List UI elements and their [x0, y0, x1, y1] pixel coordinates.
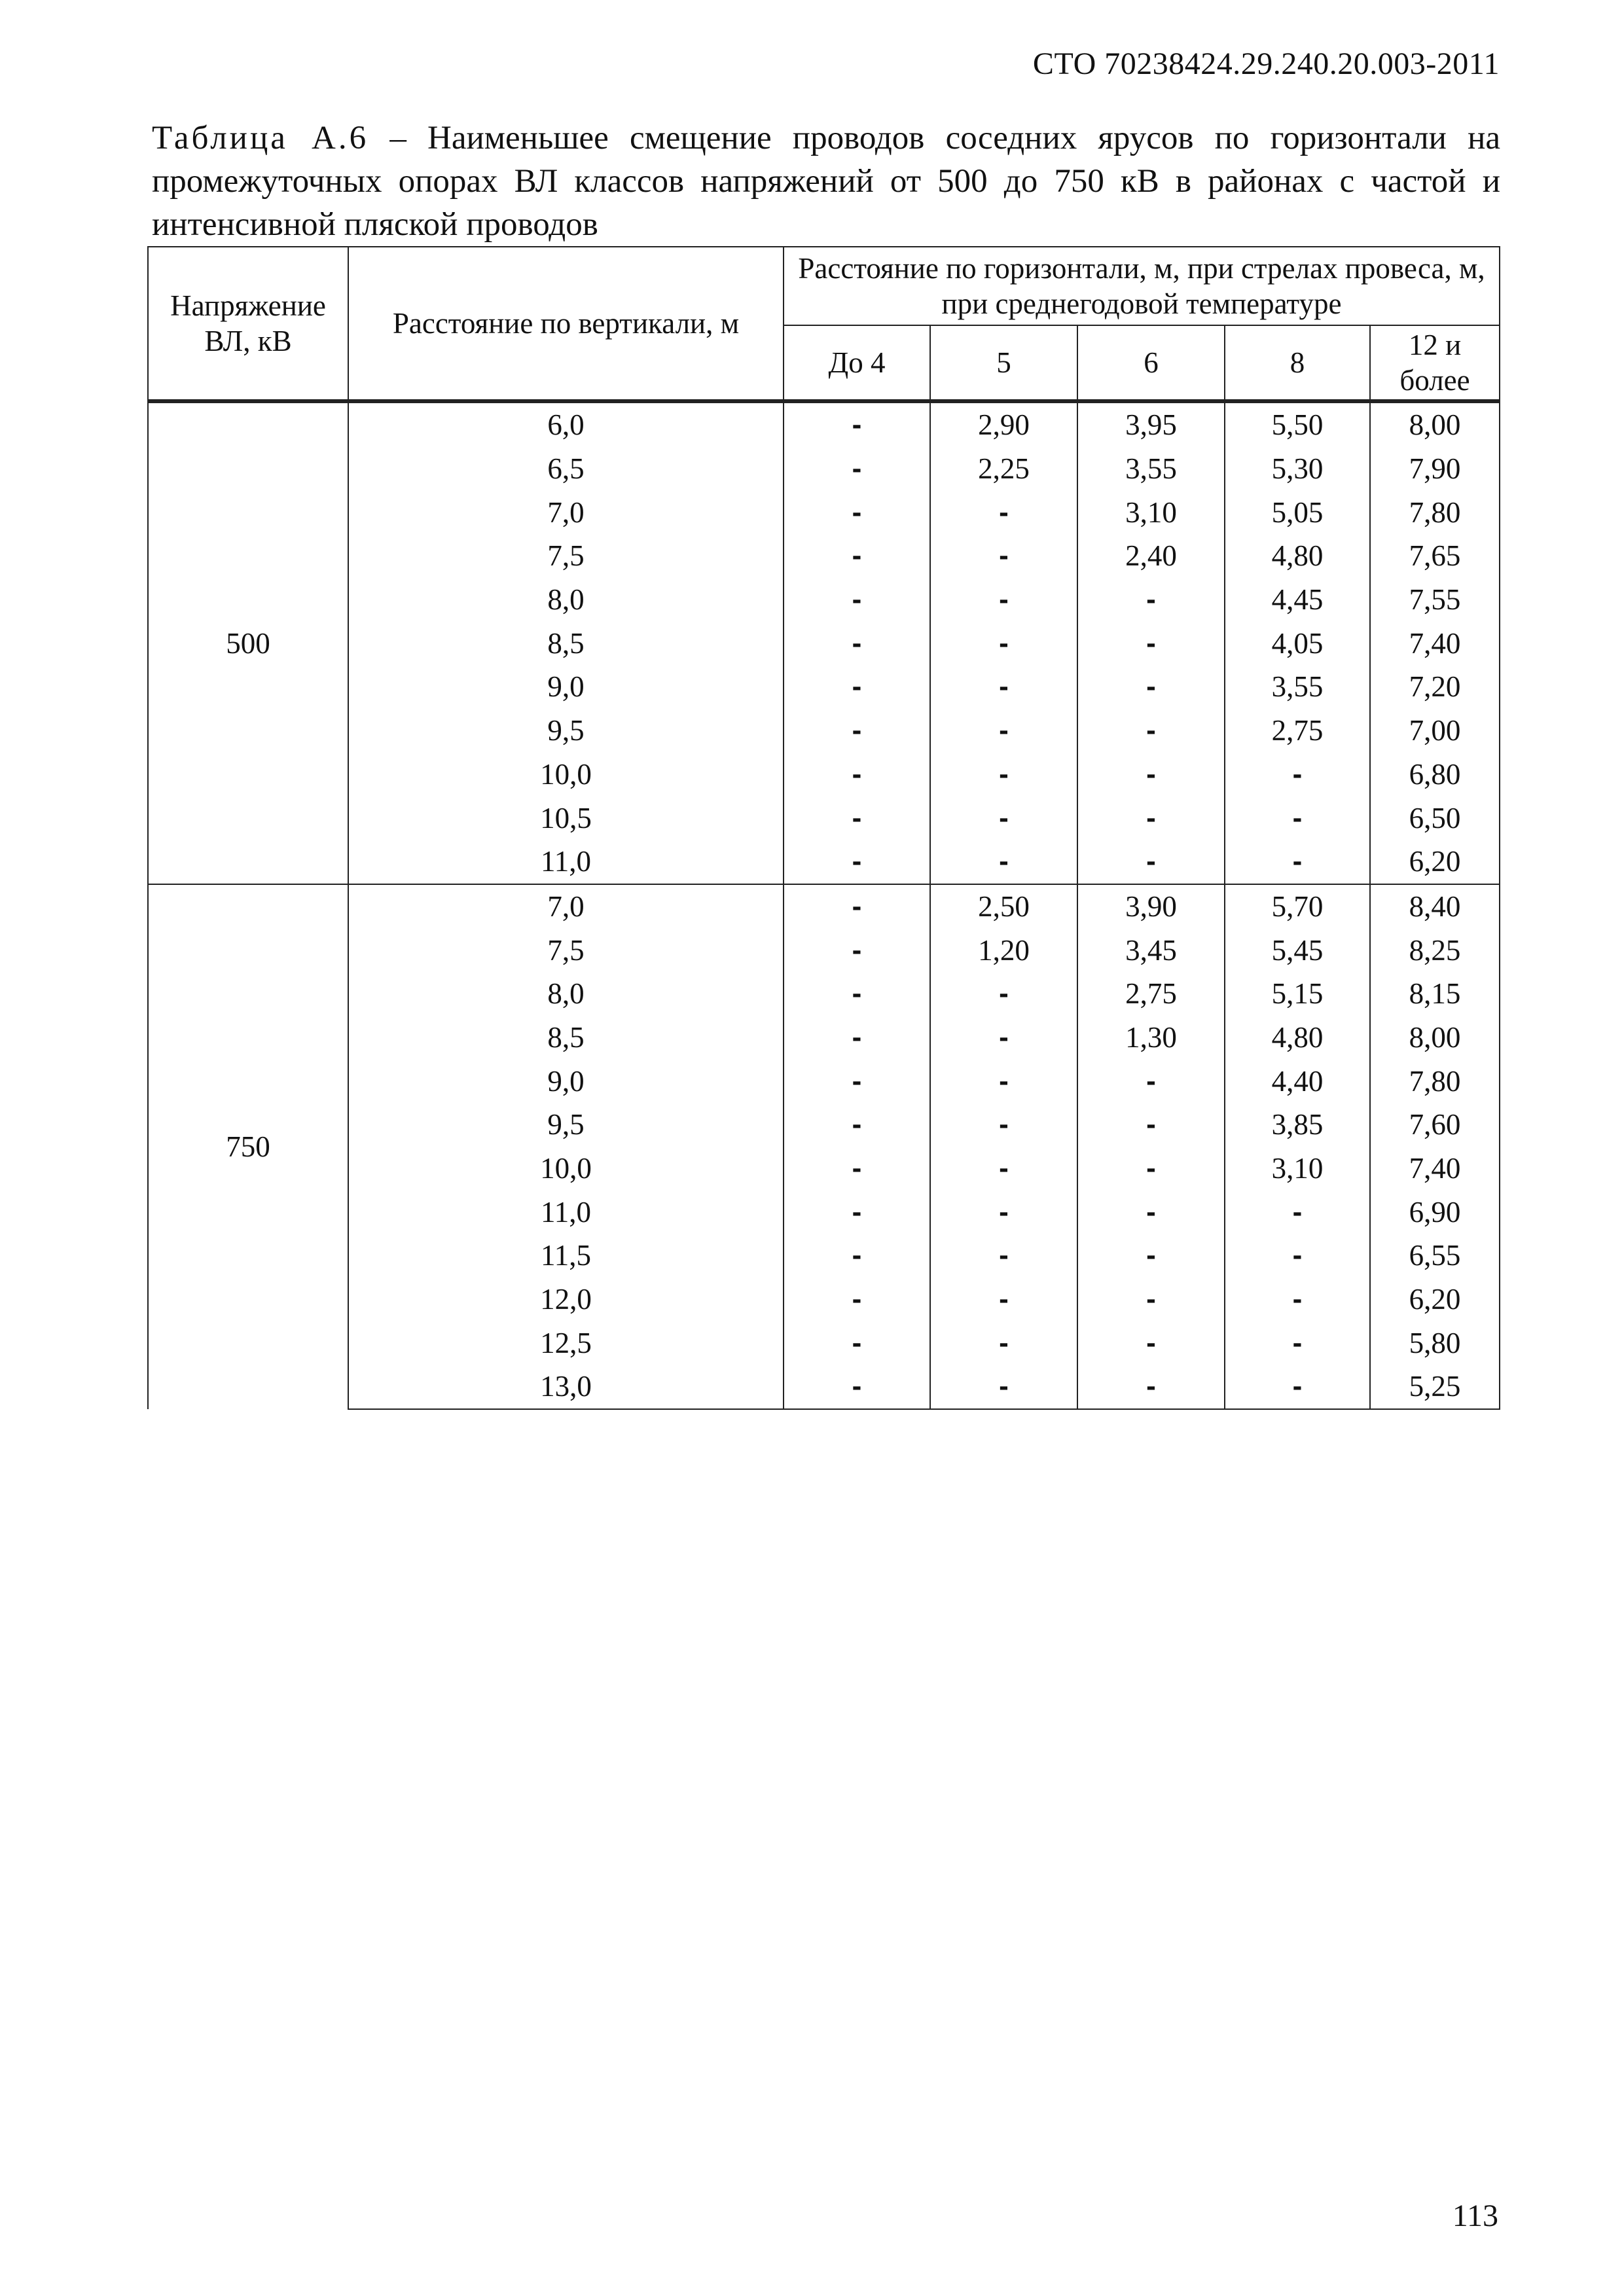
header-sag-col: 8	[1225, 325, 1370, 401]
horizontal-distance-cell: 7,55	[1370, 578, 1500, 622]
table-row	[148, 490, 1500, 534]
horizontal-distance-cell: -	[1077, 1278, 1225, 1321]
horizontal-distance-cell: 2,50	[930, 884, 1077, 929]
horizontal-distance-cell: -	[930, 534, 1077, 578]
horizontal-distance-cell: -	[930, 1278, 1077, 1321]
header-sag-col: 12 и более	[1370, 325, 1500, 401]
horizontal-distance-cell: -	[784, 447, 930, 491]
vertical-distance-cell: 7,0	[348, 884, 784, 929]
horizontal-distance-cell: -	[1225, 1234, 1370, 1278]
horizontal-distance-cell: 5,30	[1225, 447, 1370, 491]
horizontal-distance-cell: -	[1077, 753, 1225, 797]
horizontal-distance-cell: -	[1225, 1321, 1370, 1365]
horizontal-distance-cell: 3,55	[1225, 665, 1370, 709]
table-row	[148, 884, 1500, 929]
table-row	[148, 1016, 1500, 1060]
document-code: СТО 70238424.29.240.20.003-2011	[1032, 46, 1500, 81]
horizontal-distance-cell: 7,20	[1370, 665, 1500, 709]
vertical-distance-cell: 9,5	[348, 709, 784, 753]
table-row	[148, 665, 1500, 709]
wire-offset-table	[147, 246, 1500, 1410]
horizontal-distance-cell: -	[1077, 840, 1225, 884]
horizontal-distance-cell: 4,05	[1225, 621, 1370, 665]
header-vertical-distance: Расстояние по вертикали, м	[348, 247, 784, 401]
horizontal-distance-cell: -	[1077, 1103, 1225, 1147]
vertical-distance-cell: 11,0	[348, 840, 784, 884]
vertical-distance-cell: 8,5	[348, 621, 784, 665]
header-sag-col: 6	[1077, 325, 1225, 401]
header-horizontal-distance: Расстояние по горизонтали, м, при стрелах провеса, м, при среднегодовой температуре	[784, 247, 1500, 325]
horizontal-distance-cell: -	[784, 753, 930, 797]
horizontal-distance-cell: 8,15	[1370, 972, 1500, 1016]
horizontal-distance-cell: 6,55	[1370, 1234, 1500, 1278]
horizontal-distance-cell: 5,05	[1225, 490, 1370, 534]
table-row	[148, 447, 1500, 491]
horizontal-distance-cell: -	[930, 1321, 1077, 1365]
horizontal-distance-cell: -	[784, 1321, 930, 1365]
table-row	[148, 578, 1500, 622]
vertical-distance-cell: 9,0	[348, 665, 784, 709]
header-voltage: Напряжение ВЛ, кВ	[148, 247, 348, 401]
horizontal-distance-cell: 3,85	[1225, 1103, 1370, 1147]
horizontal-distance-cell: 5,45	[1225, 928, 1370, 972]
horizontal-distance-cell: -	[784, 928, 930, 972]
horizontal-distance-cell: -	[784, 840, 930, 884]
voltage-cell: 500	[148, 401, 348, 884]
horizontal-distance-cell: -	[1077, 1190, 1225, 1234]
horizontal-distance-cell: -	[930, 1190, 1077, 1234]
voltage-cell: 750	[148, 884, 348, 1409]
horizontal-distance-cell: -	[930, 1059, 1077, 1103]
horizontal-distance-cell: 2,25	[930, 447, 1077, 491]
horizontal-distance-cell: 8,00	[1370, 401, 1500, 447]
horizontal-distance-cell: -	[1225, 1190, 1370, 1234]
vertical-distance-cell: 9,5	[348, 1103, 784, 1147]
table-row	[148, 534, 1500, 578]
vertical-distance-cell: 8,0	[348, 972, 784, 1016]
vertical-distance-cell: 6,0	[348, 401, 784, 447]
horizontal-distance-cell: -	[784, 1190, 930, 1234]
table-row	[148, 1234, 1500, 1278]
horizontal-distance-cell: 7,40	[1370, 1147, 1500, 1191]
horizontal-distance-cell: -	[784, 578, 930, 622]
table-group-500	[148, 401, 1500, 884]
horizontal-distance-cell: 5,80	[1370, 1321, 1500, 1365]
table-row	[148, 796, 1500, 840]
table-row	[148, 401, 1500, 447]
vertical-distance-cell: 6,5	[348, 447, 784, 491]
horizontal-distance-cell: -	[1077, 665, 1225, 709]
horizontal-distance-cell: 6,50	[1370, 796, 1500, 840]
horizontal-distance-cell: -	[1077, 1059, 1225, 1103]
horizontal-distance-cell: -	[784, 1016, 930, 1060]
horizontal-distance-cell: 3,55	[1077, 447, 1225, 491]
vertical-distance-cell: 7,5	[348, 928, 784, 972]
vertical-distance-cell: 11,0	[348, 1190, 784, 1234]
horizontal-distance-cell: -	[784, 1365, 930, 1409]
horizontal-distance-cell: 1,20	[930, 928, 1077, 972]
table-caption	[152, 117, 1500, 246]
table-row	[148, 709, 1500, 753]
horizontal-distance-cell: -	[930, 753, 1077, 797]
horizontal-distance-cell: -	[930, 840, 1077, 884]
horizontal-distance-cell: -	[784, 884, 930, 929]
header-sag-col: До 4	[784, 325, 930, 401]
horizontal-distance-cell: -	[1077, 1147, 1225, 1191]
horizontal-distance-cell: -	[1077, 1321, 1225, 1365]
horizontal-distance-cell: 3,10	[1225, 1147, 1370, 1191]
table-header	[148, 247, 1500, 401]
horizontal-distance-cell: -	[930, 1147, 1077, 1191]
horizontal-distance-cell: 2,75	[1077, 972, 1225, 1016]
horizontal-distance-cell: -	[930, 621, 1077, 665]
table-row	[148, 1321, 1500, 1365]
table-row	[148, 621, 1500, 665]
vertical-distance-cell: 7,0	[348, 490, 784, 534]
horizontal-distance-cell: 5,25	[1370, 1365, 1500, 1409]
horizontal-distance-cell: 5,15	[1225, 972, 1370, 1016]
table-group-750	[148, 884, 1500, 1409]
horizontal-distance-cell: -	[930, 1365, 1077, 1409]
table-row	[148, 928, 1500, 972]
table-row	[148, 1147, 1500, 1191]
horizontal-distance-cell: -	[1077, 796, 1225, 840]
horizontal-distance-cell: 6,20	[1370, 1278, 1500, 1321]
horizontal-distance-cell: 7,00	[1370, 709, 1500, 753]
horizontal-distance-cell: 4,45	[1225, 578, 1370, 622]
table-row	[148, 1059, 1500, 1103]
horizontal-distance-cell: 3,90	[1077, 884, 1225, 929]
horizontal-distance-cell: -	[784, 972, 930, 1016]
horizontal-distance-cell: 3,10	[1077, 490, 1225, 534]
vertical-distance-cell: 10,5	[348, 796, 784, 840]
horizontal-distance-cell: -	[930, 796, 1077, 840]
horizontal-distance-cell: 7,90	[1370, 447, 1500, 491]
horizontal-distance-cell: -	[930, 490, 1077, 534]
horizontal-distance-cell: -	[784, 709, 930, 753]
vertical-distance-cell: 8,0	[348, 578, 784, 622]
horizontal-distance-cell: -	[930, 665, 1077, 709]
vertical-distance-cell: 10,0	[348, 753, 784, 797]
horizontal-distance-cell: -	[784, 621, 930, 665]
horizontal-distance-cell: -	[784, 534, 930, 578]
horizontal-distance-cell: -	[784, 1103, 930, 1147]
horizontal-distance-cell: -	[1225, 840, 1370, 884]
horizontal-distance-cell: -	[930, 709, 1077, 753]
horizontal-distance-cell: -	[1225, 753, 1370, 797]
vertical-distance-cell: 10,0	[348, 1147, 784, 1191]
table-row	[148, 972, 1500, 1016]
horizontal-distance-cell: 7,80	[1370, 490, 1500, 534]
vertical-distance-cell: 12,0	[348, 1278, 784, 1321]
horizontal-distance-cell: 8,40	[1370, 884, 1500, 929]
horizontal-distance-cell: -	[1225, 796, 1370, 840]
horizontal-distance-cell: 3,45	[1077, 928, 1225, 972]
horizontal-distance-cell: -	[1077, 578, 1225, 622]
horizontal-distance-cell: -	[784, 1234, 930, 1278]
horizontal-distance-cell: -	[784, 1278, 930, 1321]
horizontal-distance-cell: 4,40	[1225, 1059, 1370, 1103]
horizontal-distance-cell: 2,75	[1225, 709, 1370, 753]
table-row	[148, 1278, 1500, 1321]
horizontal-distance-cell: 6,80	[1370, 753, 1500, 797]
table-caption-label: Таблица А.6	[152, 120, 369, 156]
horizontal-distance-cell: -	[930, 1016, 1077, 1060]
horizontal-distance-cell: -	[1077, 621, 1225, 665]
table-row	[148, 1190, 1500, 1234]
horizontal-distance-cell: 8,00	[1370, 1016, 1500, 1060]
vertical-distance-cell: 7,5	[348, 534, 784, 578]
table-row	[148, 1103, 1500, 1147]
vertical-distance-cell: 11,5	[348, 1234, 784, 1278]
horizontal-distance-cell: -	[784, 665, 930, 709]
horizontal-distance-cell: 2,40	[1077, 534, 1225, 578]
table-row	[148, 840, 1500, 884]
horizontal-distance-cell: -	[1077, 1234, 1225, 1278]
horizontal-distance-cell: -	[784, 490, 930, 534]
horizontal-distance-cell: 1,30	[1077, 1016, 1225, 1060]
horizontal-distance-cell: -	[930, 578, 1077, 622]
horizontal-distance-cell: 3,95	[1077, 401, 1225, 447]
horizontal-distance-cell: 7,65	[1370, 534, 1500, 578]
horizontal-distance-cell: -	[930, 972, 1077, 1016]
horizontal-distance-cell: -	[784, 401, 930, 447]
page-number: 113	[1452, 2198, 1498, 2233]
horizontal-distance-cell: 7,40	[1370, 621, 1500, 665]
horizontal-distance-cell: 4,80	[1225, 1016, 1370, 1060]
vertical-distance-cell: 13,0	[348, 1365, 784, 1409]
horizontal-distance-cell: -	[784, 1147, 930, 1191]
horizontal-distance-cell: 4,80	[1225, 534, 1370, 578]
horizontal-distance-cell: 6,20	[1370, 840, 1500, 884]
horizontal-distance-cell: -	[1077, 709, 1225, 753]
header-sag-col: 5	[930, 325, 1077, 401]
horizontal-distance-cell: -	[784, 796, 930, 840]
horizontal-distance-cell: -	[1225, 1365, 1370, 1409]
horizontal-distance-cell: 8,25	[1370, 928, 1500, 972]
horizontal-distance-cell: 7,60	[1370, 1103, 1500, 1147]
horizontal-distance-cell: 5,70	[1225, 884, 1370, 929]
horizontal-distance-cell: 6,90	[1370, 1190, 1500, 1234]
horizontal-distance-cell: -	[930, 1103, 1077, 1147]
table-caption-text: – Наименьшее смещение проводов соседних ярусов по горизонтали на промежуточных опорах ВЛ классов напряжений от 500 до 750 кВ в районах с частой и интенсивной пляской проводов	[152, 120, 1501, 243]
table-row	[148, 753, 1500, 797]
horizontal-distance-cell: -	[784, 1059, 930, 1103]
horizontal-distance-cell: 5,50	[1225, 401, 1370, 447]
horizontal-distance-cell: 2,90	[930, 401, 1077, 447]
horizontal-distance-cell: 7,80	[1370, 1059, 1500, 1103]
horizontal-distance-cell: -	[1225, 1278, 1370, 1321]
vertical-distance-cell: 9,0	[348, 1059, 784, 1103]
table-row	[148, 1365, 1500, 1409]
horizontal-distance-cell: -	[930, 1234, 1077, 1278]
vertical-distance-cell: 8,5	[348, 1016, 784, 1060]
vertical-distance-cell: 12,5	[348, 1321, 784, 1365]
horizontal-distance-cell: -	[1077, 1365, 1225, 1409]
